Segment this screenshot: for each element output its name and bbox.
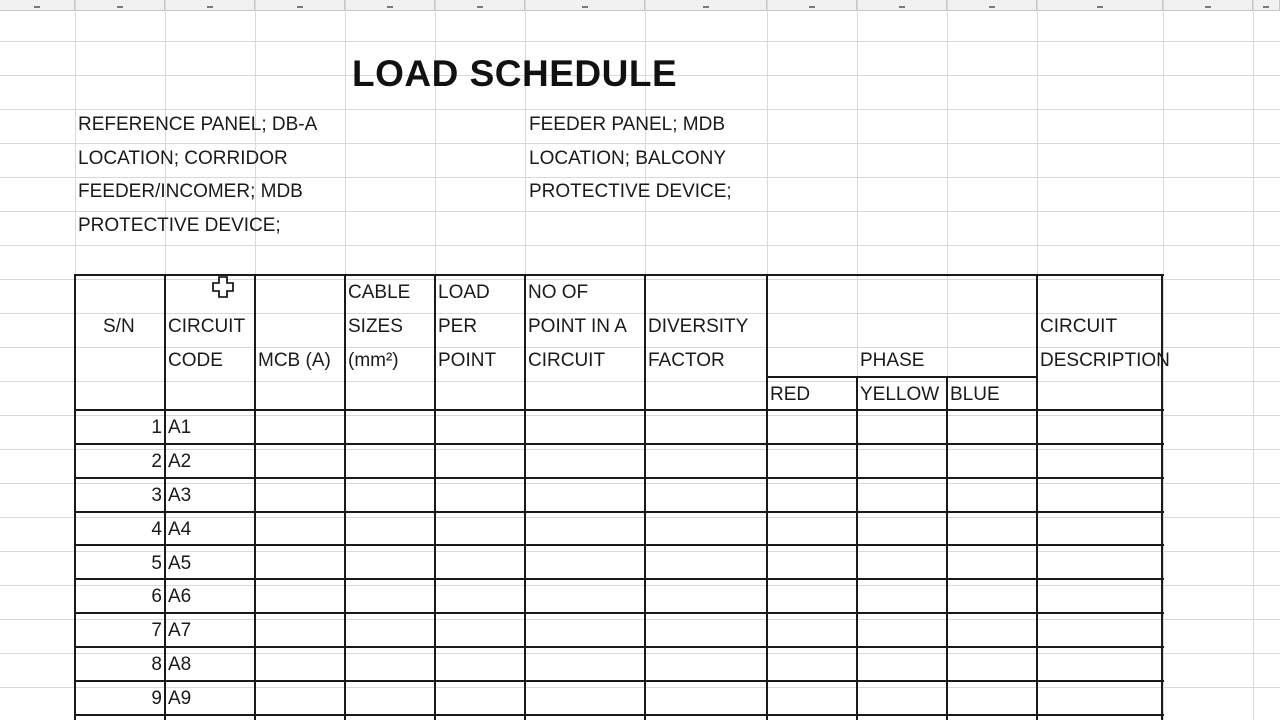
row-circuit-code[interactable]: A2: [168, 451, 192, 472]
table-border: [74, 578, 1164, 580]
header-description-line1[interactable]: CIRCUIT: [1040, 316, 1118, 337]
sheet-title[interactable]: LOAD SCHEDULE: [352, 53, 678, 94]
table-border: [74, 714, 1164, 716]
column-header[interactable]: [0, 0, 75, 10]
header-circuit-code-line2[interactable]: CODE: [168, 350, 223, 371]
header-points-line2[interactable]: POINT IN A: [528, 316, 627, 337]
table-border: [434, 274, 436, 720]
row-circuit-code[interactable]: A5: [168, 553, 192, 574]
row-circuit-code[interactable]: A1: [168, 417, 192, 438]
cell-select-cursor-icon: [212, 276, 234, 298]
table-border: [74, 409, 1164, 411]
header-phase-blue[interactable]: BLUE: [950, 384, 1000, 405]
table-border: [1036, 274, 1038, 720]
row-circuit-code[interactable]: A8: [168, 654, 192, 675]
table-border: [74, 544, 1164, 546]
info-protective-device-left[interactable]: PROTECTIVE DEVICE;: [78, 215, 281, 236]
header-mcb[interactable]: MCB (A): [258, 350, 331, 371]
table-border: [74, 443, 1164, 445]
column-header[interactable]: [1163, 0, 1253, 10]
header-description-line2[interactable]: DESCRIPTION: [1040, 350, 1170, 371]
row-circuit-code[interactable]: A3: [168, 485, 192, 506]
table-border: [1161, 274, 1163, 720]
table-border: [524, 274, 526, 720]
table-border: [74, 477, 1164, 479]
header-sn[interactable]: S/N: [103, 316, 135, 337]
column-header[interactable]: [345, 0, 435, 10]
table-border: [254, 274, 256, 720]
header-cable-line3[interactable]: (mm²): [348, 350, 399, 371]
header-load-line3[interactable]: POINT: [438, 350, 497, 371]
table-border: [766, 274, 768, 720]
row-sn[interactable]: 7: [151, 620, 162, 641]
column-header[interactable]: [165, 0, 255, 10]
info-reference-panel[interactable]: REFERENCE PANEL; DB-A: [78, 114, 318, 135]
info-location-left[interactable]: LOCATION; CORRIDOR: [78, 148, 288, 169]
row-sn[interactable]: 3: [151, 485, 162, 506]
column-header-bar: [0, 0, 1280, 11]
table-border: [856, 376, 858, 720]
row-sn[interactable]: 6: [151, 586, 162, 607]
header-load-line2[interactable]: PER: [438, 316, 478, 337]
header-phase[interactable]: PHASE: [860, 350, 925, 371]
row-sn[interactable]: 1: [151, 417, 162, 438]
column-header[interactable]: [435, 0, 525, 10]
column-header[interactable]: [857, 0, 947, 10]
gridline: [1253, 0, 1254, 720]
row-sn[interactable]: 4: [151, 519, 162, 540]
row-circuit-code[interactable]: A6: [168, 586, 192, 607]
header-phase-red[interactable]: RED: [770, 384, 811, 405]
row-sn[interactable]: 8: [151, 654, 162, 675]
info-location-right[interactable]: LOCATION; BALCONY: [529, 148, 727, 169]
column-header[interactable]: [75, 0, 165, 10]
row-sn[interactable]: 5: [151, 553, 162, 574]
column-header[interactable]: [525, 0, 645, 10]
column-header[interactable]: [1037, 0, 1163, 10]
row-sn[interactable]: 9: [151, 688, 162, 709]
table-border: [74, 511, 1164, 513]
header-circuit-code-line1[interactable]: CIRCUIT: [168, 316, 246, 337]
info-protective-device-right[interactable]: PROTECTIVE DEVICE;: [529, 181, 732, 202]
header-diversity-line1[interactable]: DIVERSITY: [648, 316, 749, 337]
table-border: [344, 274, 346, 720]
row-circuit-code[interactable]: A4: [168, 519, 192, 540]
header-load-line1[interactable]: LOAD: [438, 282, 490, 303]
header-cable-line1[interactable]: CABLE: [348, 282, 411, 303]
table-border: [74, 680, 1164, 682]
table-border: [74, 612, 1164, 614]
column-header[interactable]: [947, 0, 1037, 10]
row-circuit-code[interactable]: A9: [168, 688, 192, 709]
column-header[interactable]: [255, 0, 345, 10]
info-feeder-incomer[interactable]: FEEDER/INCOMER; MDB: [78, 181, 303, 202]
table-border: [74, 646, 1164, 648]
column-header[interactable]: [645, 0, 767, 10]
table-border: [74, 274, 1164, 276]
table-border: [164, 274, 166, 720]
header-phase-yellow[interactable]: YELLOW: [860, 384, 940, 405]
info-feeder-panel[interactable]: FEEDER PANEL; MDB: [529, 114, 726, 135]
header-diversity-line2[interactable]: FACTOR: [648, 350, 725, 371]
header-points-line1[interactable]: NO OF: [528, 282, 589, 303]
table-border: [644, 274, 646, 720]
column-header[interactable]: [767, 0, 857, 10]
row-circuit-code[interactable]: A7: [168, 620, 192, 641]
header-cable-line2[interactable]: SIZES: [348, 316, 403, 337]
header-points-line3[interactable]: CIRCUIT: [528, 350, 606, 371]
table-border: [946, 376, 948, 720]
column-header[interactable]: [1253, 0, 1280, 10]
row-sn[interactable]: 2: [151, 451, 162, 472]
